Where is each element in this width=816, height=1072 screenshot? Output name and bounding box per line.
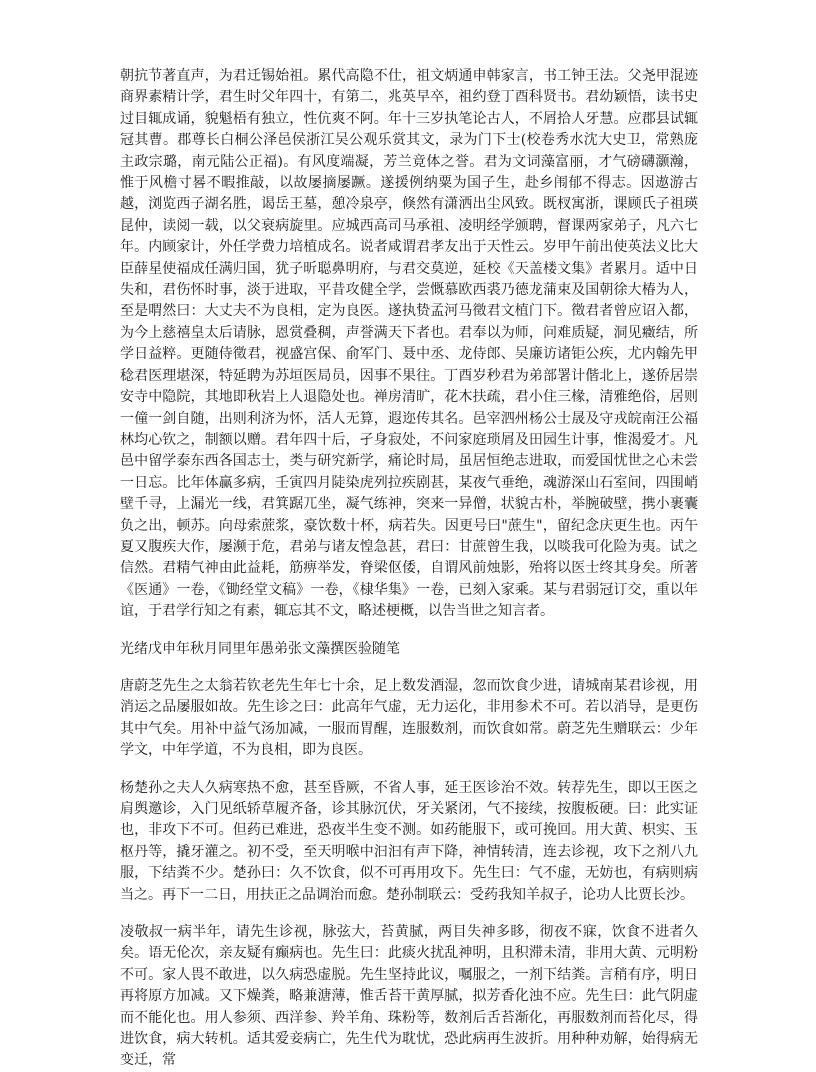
case-paragraph-tang: 唐蔚芝先生之太翁若钦老先生年七十余，足上数发酒湿，忽而饮食少进，请城南某君诊视，用消运之品屡服如故。先生诊之曰：此高年气虚，无力运化，非用参术不可。若以消导，是更伤其中气矣。用补中益气汤加减，一服而胃醒，连服数剂，而饮食如常。蔚芝先生赠联云：少年学文，中年学道，不为良相，即为良医。 (120, 677, 698, 759)
case-paragraph-ling: 凌敬叔一病半年，请先生诊视，脉弦大，苔黄腻，两目失神多眵，彻夜不寐，饮食不进者久矣。语无伦次，亲友疑有癫病也。先生曰：此痰火扰乱神明，且积滞未清，非用大黄、元明粉不可。家人畏不敢进，以久病恐虚脱。先生坚持此议，嘱服之，一剂下结粪。言稍有序，明日再将原方加减。又下燥粪，略兼溏薄，惟舌苔干黄厚腻，拟芳香化浊不应。先生曰：此气阴虚而不能化也。用人参须、西洋参、羚羊角、珠粉等，数剂后舌苔渐化，再服数剂而苔化尽，得进饮食，病大转机。适其爱妾病亡，先生代为耽忧，恐此病再生波折。用种种劝解，始得病无变迁，常 (120, 924, 698, 1069)
case-paragraph-yang: 杨楚孙之夫人久病寒热不愈，甚至昏厥，不省人事，延王医诊治不效。转荐先生，即以王医之肩舆邀诊，入门见纸轿草履齐备，诊其脉沉伏，牙关紧闭，气不接续，按腹板硬。曰：此实证也，非攻下不可。但药已难进，恐夜半生变不测。如药能服下，或可挽回。用大黄、枳实、玉枢丹等，撬牙灌之。初不受，至天明喉中汩汩有声下降，神情转清，连去诊视，攻下之剂八九服，下结粪不少。楚孙曰：久不饮食，似不可再用攻下。先生曰：气不虚，无妨也，有病则病当之。再下一二日，用扶正之品调治而愈。楚孙制联云：受药我知羊叔子，论功人比贾长沙。 (120, 779, 698, 903)
section-heading: 光绪戊申年秋月同里年愚弟张文藻撰医验随笔 (120, 640, 400, 657)
biography-paragraph: 朝抗节著直声，为君迁锡始祖。累代高隐不仕，祖文炳通申韩家言，书工钟王法。父尧甲混迹商界素精计学，君生时父年四十，有第二，兆英早卒，祖约登丁酉科贤书。君幼颖悟，读书史过目辄成诵，貌魁梧有独立，性伉爽不阿。年十三岁执笔论古人，不屑拾人牙慧。应郡县试辄冠其曹。郡尊长白桐公泽邑侯浙江吴公观乐赏其文，录为门下士(校卷秀水沈大史卫，常熟庞主政宗璐，南元陆公正福)。有风度端凝，芳兰竟体之誉。君为文词藻富丽，才气磅礴灏瀚，惟于风檐寸晷不暇推敲，以故屡摘屡蹶。遂援例纳粟为国子生，赴乡闱郁不得志。因遨游古越，浏览西子湖名胜，谒岳王墓，憩冷泉亭，倏然有潇洒出尘风致。既杈寓浙，课顾氏子祖瑛昆仲，读阅一载，以父衰病旋里。应城西高司马承祖、凌明经学颁聘，督课两家弟子，凡六七年。内顾家计，外任学费力培植成名。说者咸谓君孝友出于天性云。岁甲午前出使英法义比大臣薛星使福成任满归国，犹子昕聪鼻明府，与君交莫逆，延校《天盖楼文集》者累月。适中日失和，君伤怀时事，淡于进取，平昔攻健全学，尝慨慕欧西裘乃德龙蒲束及国朝徐大椿为人，至是喟然曰：大丈夫不为良相，定为良医。遂执贽孟河马徵君文植门下。徵君者曾应诏入都，为今上慈禧皇太后请脉，恩赏叠稠，声誉满天下者也。君奉以为师，问难质疑，洞见癥结，所学日益粹。更随侍徵君，视盛宫保、俞军门、聂中丞、龙侍郎、吴廉访诸钜公疾，尤内翰先甲稔君医理堪深，特延聘为苏垣医局员，因事不果往。丁酉岁秒君为弟部署计偕北上，遂侨居崇安寺中隐院，其地即秋岩上人退隐处也。禅房清旷，花木扶疏，君小住三椽，清雅绝俗，居则一僮一剑自随，出则利济为怀，活人无算，遐迩传其名。邑宰泗州杨公士晟及守戎皖南汪公福林均心钦之，制额以赠。君年四十后，孑身寂处，不问家庭琐屑及田园生计事，惟渴爱才。凡邑中留学泰东西各国志士，类与研究新学，痛论时局，虽居恒绝志进取，而爱国忧世之心未尝一日忘。比年体赢多病，壬寅四月陡染虎列拉疾剧甚，某夜气垂绝，魂游深山石室间，四围峭壁千寻，上漏光一线，君箕踞兀坐，凝气练神，突来一异僧，状貌古朴，举腕破壁，携小裹囊负之出，顿苏。向母索蔗浆，豪饮数十杯，病若失。因更号曰"蔗生"，留纪念庆更生也。丙午夏又腹疾大作，屡濒于危，君弟与诸友惶急甚，君曰：甘蔗曾生我，以啖我可化险为夷。试之信然。君精气神由此益耗，筋痹举发，脊梁伛倭，自谓风前烛影，殆将以医士终其身矣。所著《医通》一卷，《锄经堂文稿》一卷，《棣华集》一卷，已刻入家乘。某与君弱冠订交，重以年谊，于君学行知之有素，辄忘其不文，略述梗概，以告当世之知言者。 (120, 68, 698, 620)
